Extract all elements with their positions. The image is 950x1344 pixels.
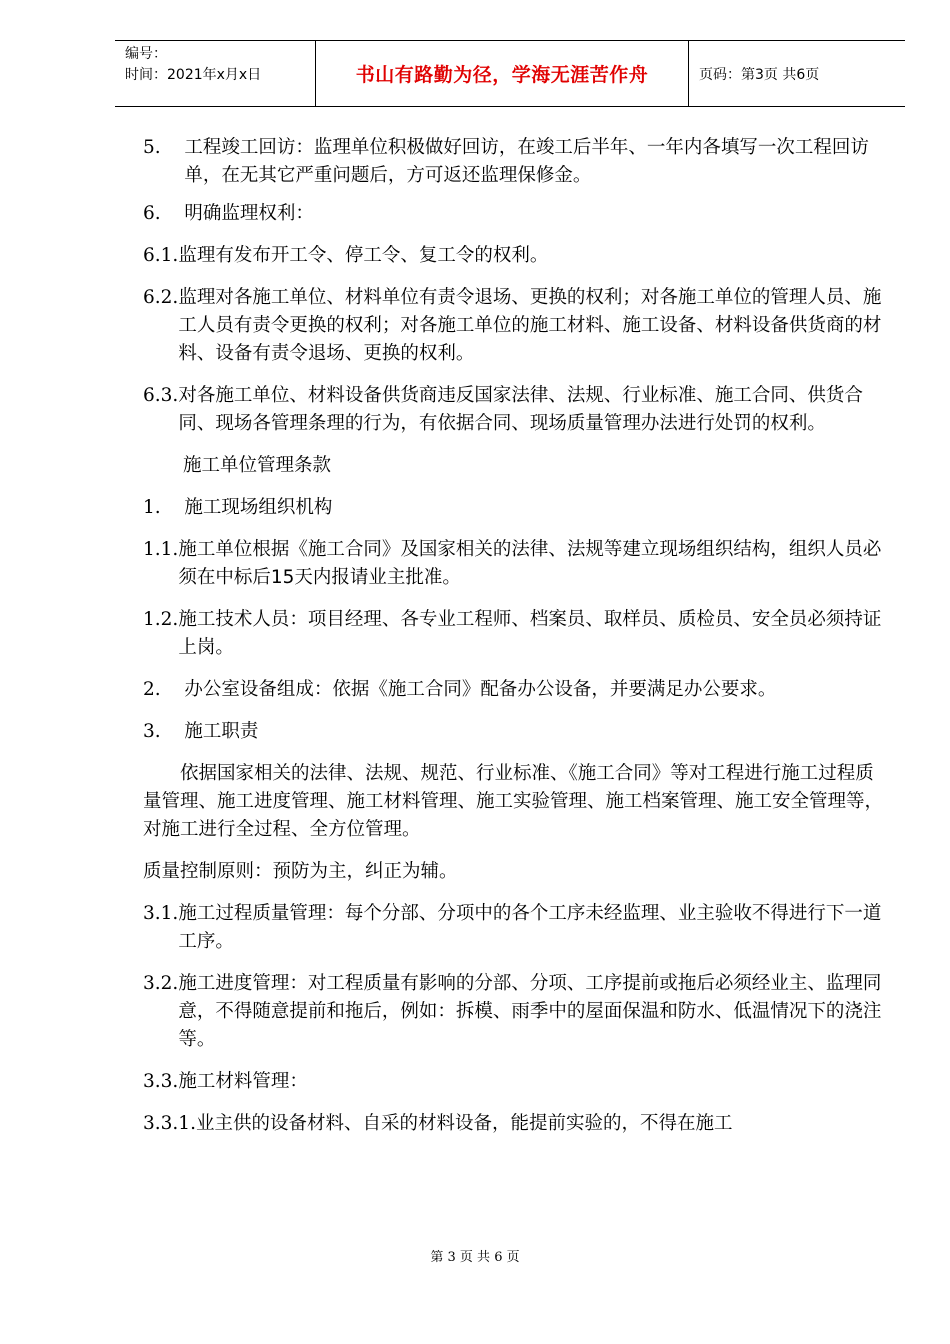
item-number: 3.1. [143, 903, 179, 924]
quality-principle: 质量控制原则：预防为主，纠正为辅。 [143, 861, 458, 882]
item-number: 3. [143, 721, 173, 742]
page-footer [0, 1246, 950, 1265]
item-number: 3.3. [143, 1071, 179, 1092]
footer-page-number: 第 3 页 共 6 页 [430, 1250, 520, 1265]
list-item [143, 970, 883, 1054]
item-text: 明确监理权利： [184, 203, 314, 224]
document-body [143, 134, 883, 1138]
list-item [143, 536, 883, 592]
item-number: 5. [143, 137, 173, 158]
item-text: 施工技术人员：项目经理、各专业工程师、档案员、取样员、质检员、安全员必须持证上岗。 [178, 609, 882, 658]
item-text: 施工过程质量管理：每个分部、分项中的各个工序未经监理、业主验收不得进行下一道工序。 [178, 903, 882, 952]
item-text: 监理对各施工单位、材料单位有责令退场、更换的权利；对各施工单位的管理人员、施工人员有责令更换的权利；对各施工单位的施工材料、施工设备、材料设备供货商的材料、设备有责令退场、更换的权利。 [178, 287, 882, 364]
item-number: 3.2. [143, 973, 179, 994]
list-item [143, 284, 883, 368]
list-item [143, 1110, 883, 1138]
item-number: 6.1. [143, 245, 179, 266]
item-text: 对各施工单位、材料设备供货商违反国家法律、法规、行业标准、施工合同、供货合同、现场各管理条理的行为，有依据合同、现场质量管理办法进行处罚的权利。 [178, 385, 863, 434]
number-label: 编号： [125, 46, 167, 62]
item-text: 施工进度管理：对工程质量有影响的分部、分项、工序提前或拖后必须经业主、监理同意，不得随意提前和拖后，例如：拆模、雨季中的屋面保温和防水、低温情况下的浇注等。 [178, 973, 882, 1050]
item-text: 业主供的设备材料、自采的材料设备，能提前实验的，不得在施工 [195, 1113, 733, 1134]
header-page-info: 页码：第3页 共6页 [699, 66, 820, 83]
item-text: 施工单位根据《施工合同》及国家相关的法律、法规等建立现场组织结构，组织人员必须在中标后15天内报请业主批准。 [178, 539, 882, 588]
item-number: 6.3. [143, 385, 179, 406]
header-motto: 书山有路勤为径，学海无涯苦作舟 [316, 41, 689, 106]
item-text: 施工职责 [184, 721, 259, 742]
item-text: 监理有发布开工令、停工令、复工令的权利。 [178, 245, 549, 266]
body-paragraph: 依据国家相关的法律、法规、规范、行业标准、《施工合同》等对工程进行施工过程质量管理、施工进度管理、施工材料管理、施工实验管理、施工档案管理、施工安全管理等，对施工进行全过程、全方位管理。 [143, 763, 884, 840]
item-text: 施工现场组织机构 [184, 497, 333, 518]
list-item [143, 242, 883, 270]
item-number: 6. [143, 203, 173, 224]
list-item [143, 606, 883, 662]
list-item [143, 900, 883, 956]
item-number: 1.1. [143, 539, 179, 560]
item-number: 2. [143, 679, 173, 700]
list-item [143, 200, 883, 228]
list-item [143, 494, 883, 522]
item-number: 1. [143, 497, 173, 518]
item-text: 办公室设备组成：依据《施工合同》配备办公设备，并要满足办公要求。 [184, 679, 777, 700]
header-meta [115, 41, 316, 106]
item-number: 6.2. [143, 287, 179, 308]
list-item [143, 676, 883, 704]
list-item [143, 134, 883, 190]
list-item [143, 718, 883, 746]
list-item [143, 382, 883, 438]
page-header [115, 40, 905, 107]
section-title: 施工单位管理条款 [183, 455, 332, 476]
item-text: 工程竣工回访：监理单位积极做好回访，在竣工后半年、一年内各填写一次工程回访单，在无其它严重问题后，方可返还监理保修金。 [184, 137, 869, 186]
item-text: 施工材料管理： [178, 1071, 308, 1092]
item-number: 1.2. [143, 609, 179, 630]
list-item [143, 1068, 883, 1096]
item-number: 3.3.1. [143, 1113, 196, 1134]
time-label: 时间：2021年x月x日 [125, 67, 262, 83]
